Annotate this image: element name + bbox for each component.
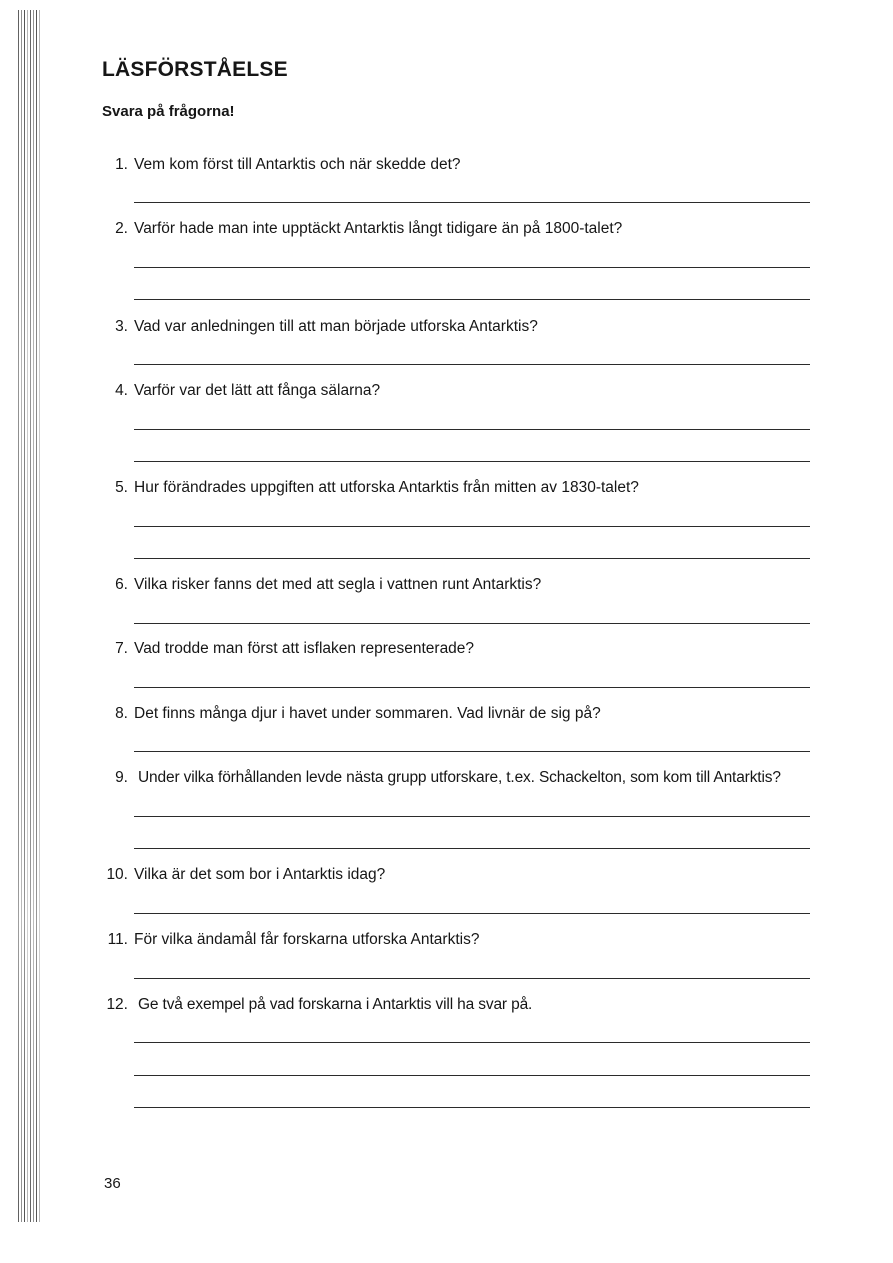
question-number: 4. <box>115 382 128 399</box>
question-text: Hur förändrades uppgiften att utforska Antarktis från mitten av 1830-talet? <box>134 479 639 496</box>
answer-line[interactable] <box>134 461 810 462</box>
answer-line[interactable] <box>134 202 810 203</box>
answer-line[interactable] <box>134 1042 810 1043</box>
answer-line[interactable] <box>134 978 810 979</box>
question-text: Under vilka förhållanden levde nästa grupp utforskare, t.ex. Schackelton, som kom till Antarktis? <box>138 769 781 786</box>
question-text: För vilka ändamål får forskarna utforska Antarktis? <box>134 931 480 948</box>
question-number: 10. <box>106 866 128 883</box>
answer-line[interactable] <box>134 267 810 268</box>
answer-line[interactable] <box>134 364 810 365</box>
question-text: Vad var anledningen till att man började utforska Antarktis? <box>134 318 538 335</box>
binding-edge-shading <box>18 10 42 1222</box>
answer-line[interactable] <box>134 751 810 752</box>
question-text: Det finns många djur i havet under sommaren. Vad livnär de sig på? <box>134 705 601 722</box>
answer-line[interactable] <box>134 913 810 914</box>
question-text: Ge två exempel på vad forskarna i Antarktis vill ha svar på. <box>138 996 533 1013</box>
question-number: 8. <box>115 705 128 722</box>
question-text: Varför var det lätt att fånga sälarna? <box>134 382 381 399</box>
answer-line[interactable] <box>134 687 810 688</box>
question-text: Vilka är det som bor i Antarktis idag? <box>134 866 386 883</box>
question-number: 11. <box>107 931 128 948</box>
page-title: LÄSFÖRSTÅELSE <box>102 58 288 81</box>
question-number: 3. <box>115 318 128 335</box>
page-number: 36 <box>104 1175 121 1192</box>
question-text: Vilka risker fanns det med att segla i vattnen runt Antarktis? <box>134 576 542 593</box>
answer-line[interactable] <box>134 558 810 559</box>
answer-line[interactable] <box>134 623 810 624</box>
answer-line[interactable] <box>134 848 810 849</box>
instruction: Svara på frågorna! <box>102 103 235 120</box>
answer-line[interactable] <box>134 816 810 817</box>
answer-line[interactable] <box>134 1107 810 1108</box>
question-text: Vad trodde man först att isflaken representerade? <box>134 640 475 657</box>
question-number: 5. <box>115 479 128 496</box>
question-number: 2. <box>115 220 128 237</box>
question-text: Vem kom först till Antarktis och när skedde det? <box>134 156 461 173</box>
answer-line[interactable] <box>134 429 810 430</box>
question-number: 1. <box>115 156 128 173</box>
question-number: 9. <box>115 769 128 786</box>
answer-line[interactable] <box>134 1075 810 1076</box>
answer-line[interactable] <box>134 299 810 300</box>
question-number: 7. <box>115 640 128 657</box>
question-number: 12. <box>106 996 128 1013</box>
answer-line[interactable] <box>134 526 810 527</box>
question-number: 6. <box>115 576 128 593</box>
question-text: Varför hade man inte upptäckt Antarktis långt tidigare än på 1800-talet? <box>134 220 623 237</box>
